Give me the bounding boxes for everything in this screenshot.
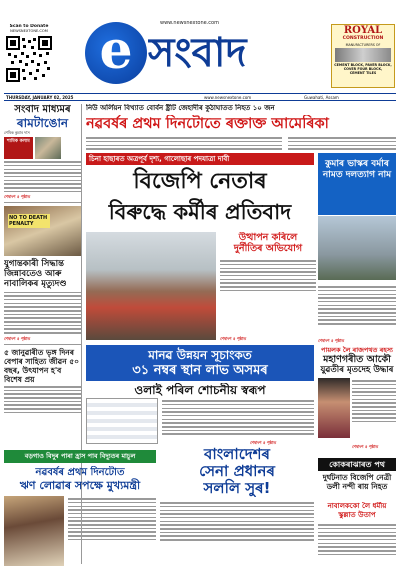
right-text1: [318, 284, 396, 327]
ad-line1: MANUFACTURERS OF: [345, 43, 381, 47]
corruption-headline: [220, 232, 316, 254]
donate-label: Scan to Donate: [9, 24, 49, 29]
right-mid-text: [352, 378, 396, 424]
bottom-story-text: [68, 496, 156, 542]
left-story2-title: যুগান্তকাৰী সিদ্ধান্ত জিন্নাবতেও আৰু নাবালিকৰ মৃত্যুদণ্ড: [4, 259, 67, 290]
right-mid-headline: [318, 346, 396, 375]
top-story-text-a: [86, 135, 282, 152]
dateline-site: www.newsnextone.com: [204, 95, 252, 100]
protest-poster-photo: [4, 206, 81, 256]
banner-black: কোকৰাঝাৰত পথ: [318, 458, 396, 471]
logo-e-circle: [85, 22, 147, 84]
logo-letter: e: [99, 22, 133, 81]
left-link2[interactable]: শেষাংশ ৫ পৃষ্ঠাত: [4, 335, 31, 341]
left-text3: [4, 386, 81, 413]
top-story-kicker: নিউ অৰ্লিয়ন বিখ্যাত বোৰ্বন ষ্ট্ৰীট জেহাদীৰ কুঠাঘাতত নিহত ১০ জন: [86, 104, 275, 112]
ad-line3: COVER FOUR BLOCK,: [343, 67, 383, 71]
woman-photo: [318, 378, 350, 438]
bangladesh-text: [160, 500, 314, 543]
top-story-text-b: [288, 135, 396, 152]
right-top-head: কুমাৰ ভাস্কৰ বৰ্মাৰ নামত দলত্যাগ নাম: [322, 159, 392, 180]
main-headline: [86, 167, 314, 229]
left-link1[interactable]: শেষাংশ ৫ পৃষ্ঠাত: [4, 194, 31, 200]
main-headline-line1: বিজেপি নেতাৰ: [133, 169, 267, 194]
owl-headline: ওলাই পৰিল শোচনীয় স্বৰূপ: [134, 383, 266, 397]
right-top-box: [318, 153, 396, 215]
left-text2: [4, 292, 81, 334]
donate-site: NEWSNEXTONE.COM: [10, 29, 48, 33]
bottom-right-headline: নাবালককো লৈ ধৰ্মীয় স্কুল্লাত উতাপ: [327, 502, 387, 519]
banner-blue-line1: মানৱ উন্নয়ন সূচাংকত: [148, 348, 252, 362]
dateline-place: Guwahati, Assam: [304, 95, 339, 100]
banner-blue-line2: ৩১ নম্বৰ স্থান লাভ অসমৰ: [132, 363, 268, 378]
hdi-text: [162, 398, 314, 437]
left-byline: শেষিক কুমাৰ দাস: [4, 130, 30, 135]
logo-word: সংবাদ: [148, 30, 247, 76]
writer-tag: শামিক কলাম: [4, 137, 33, 159]
ad-title: ROYAL: [343, 25, 383, 36]
qr-code-icon[interactable]: [6, 36, 52, 82]
corruption-link[interactable]: শেষাংশ ৫ পৃষ্ঠাত: [220, 336, 247, 341]
right-link1[interactable]: শেষাংশ ৫ পৃষ্ঠাত: [318, 338, 345, 343]
ad-line4: CEMENT TILES: [349, 71, 377, 75]
left-head1: সংবাদ মাধ্যমৰ: [14, 104, 71, 115]
right-mid-head1: পায়লক লৈ ৰাজপথত ৰহস্য: [321, 346, 393, 354]
royal-ad[interactable]: [331, 24, 395, 88]
chief-minister-photo: [4, 496, 64, 566]
left-column: [4, 104, 82, 564]
donate-block: [4, 24, 54, 86]
bangladesh-head2: সেনা প্ৰধানৰ: [199, 462, 275, 480]
writer-photo: [35, 137, 61, 159]
banner-green: বড়গাও বিদুৰ পাৰা হ্ৰাস পাব বিদ্যুতৰ মাচুল: [4, 450, 156, 463]
poster-text: NO TO DEATH PENALTY: [8, 214, 50, 228]
dateline-date: THURSDAY, JANUARY 02, 2025: [6, 95, 74, 100]
corruption-text: [220, 258, 316, 293]
right-mid-link[interactable]: শেষাংশ ৫ পৃষ্ঠাত: [352, 444, 379, 449]
right-mid-head3: যুৱতীৰ মৃতদেহ উদ্ধাৰ: [320, 365, 394, 375]
left-story3-title: ৫ জানুৱাৰীত ভৃঙ্গ দিনৰ বেপাৰ সাহিত্য জীৱন ৫০ বছৰ, উৎযাপন হ'ব বিশেষ প্ৰয়: [4, 347, 80, 384]
main-headline-line2: বিৰুদ্ধে কৰ্মীৰ প্ৰতিবাদ: [108, 200, 292, 224]
left-text1: [4, 161, 81, 192]
bangladesh-headline: [160, 446, 314, 497]
bangladesh-head1: বাংলাদেশৰ: [204, 446, 270, 463]
banner-red: চিনা হাছাৰত অত্ৰপূৰ্ব দৃশ্য, গালোছাৰ পদযাত্ৰা দাবী: [86, 153, 314, 165]
bjp-leader-headline: দুৰ্ঘটনাত বিজেপি নেত্ৰী ডলী নন্দী ৰায় নিহত: [322, 473, 392, 491]
bangladesh-head3: সললি সুৰ!: [203, 479, 271, 497]
bottom-right-text: [318, 522, 396, 557]
ad-block-image: [335, 48, 391, 62]
bottom-story-headline: [4, 466, 156, 493]
protest-crowd-photo: [86, 232, 216, 340]
ad-subtitle: CONSTRUCTION: [342, 36, 384, 41]
left-head2: ৰামটাঙোন: [16, 116, 69, 130]
top-story-headline: নৱবৰ্ষৰ প্ৰথম দিনটোতে ৰক্তাক্ত আমেৰিকা: [86, 116, 329, 132]
corruption-head1: উত্থাপন কৰিলে: [238, 232, 298, 243]
ad-line2: CEMENT BLOCK, PAVER BLOCK,: [334, 63, 392, 67]
corruption-head2: দুৰ্নীতিৰ অভিযোগ: [233, 243, 303, 254]
bottom-story-line1: নৱবৰ্ষৰ প্ৰথম দিনটোত: [35, 467, 125, 478]
bottom-story-line2: ঋণ লোৱাৰ সপক্ষে মুখ্যমন্ত্ৰী: [19, 479, 141, 492]
hdi-table-image: [86, 398, 158, 444]
hdi-link[interactable]: শেষাংশ ৫ পৃষ্ঠাত: [250, 440, 277, 445]
dateline-bar: [4, 93, 396, 101]
ferry-photo: [318, 216, 396, 280]
website-top[interactable]: www.newsnextone.com: [160, 21, 219, 26]
banner-blue: [86, 345, 314, 381]
right-mid-head2: মহাণগৰীত আকৌ: [323, 354, 391, 365]
